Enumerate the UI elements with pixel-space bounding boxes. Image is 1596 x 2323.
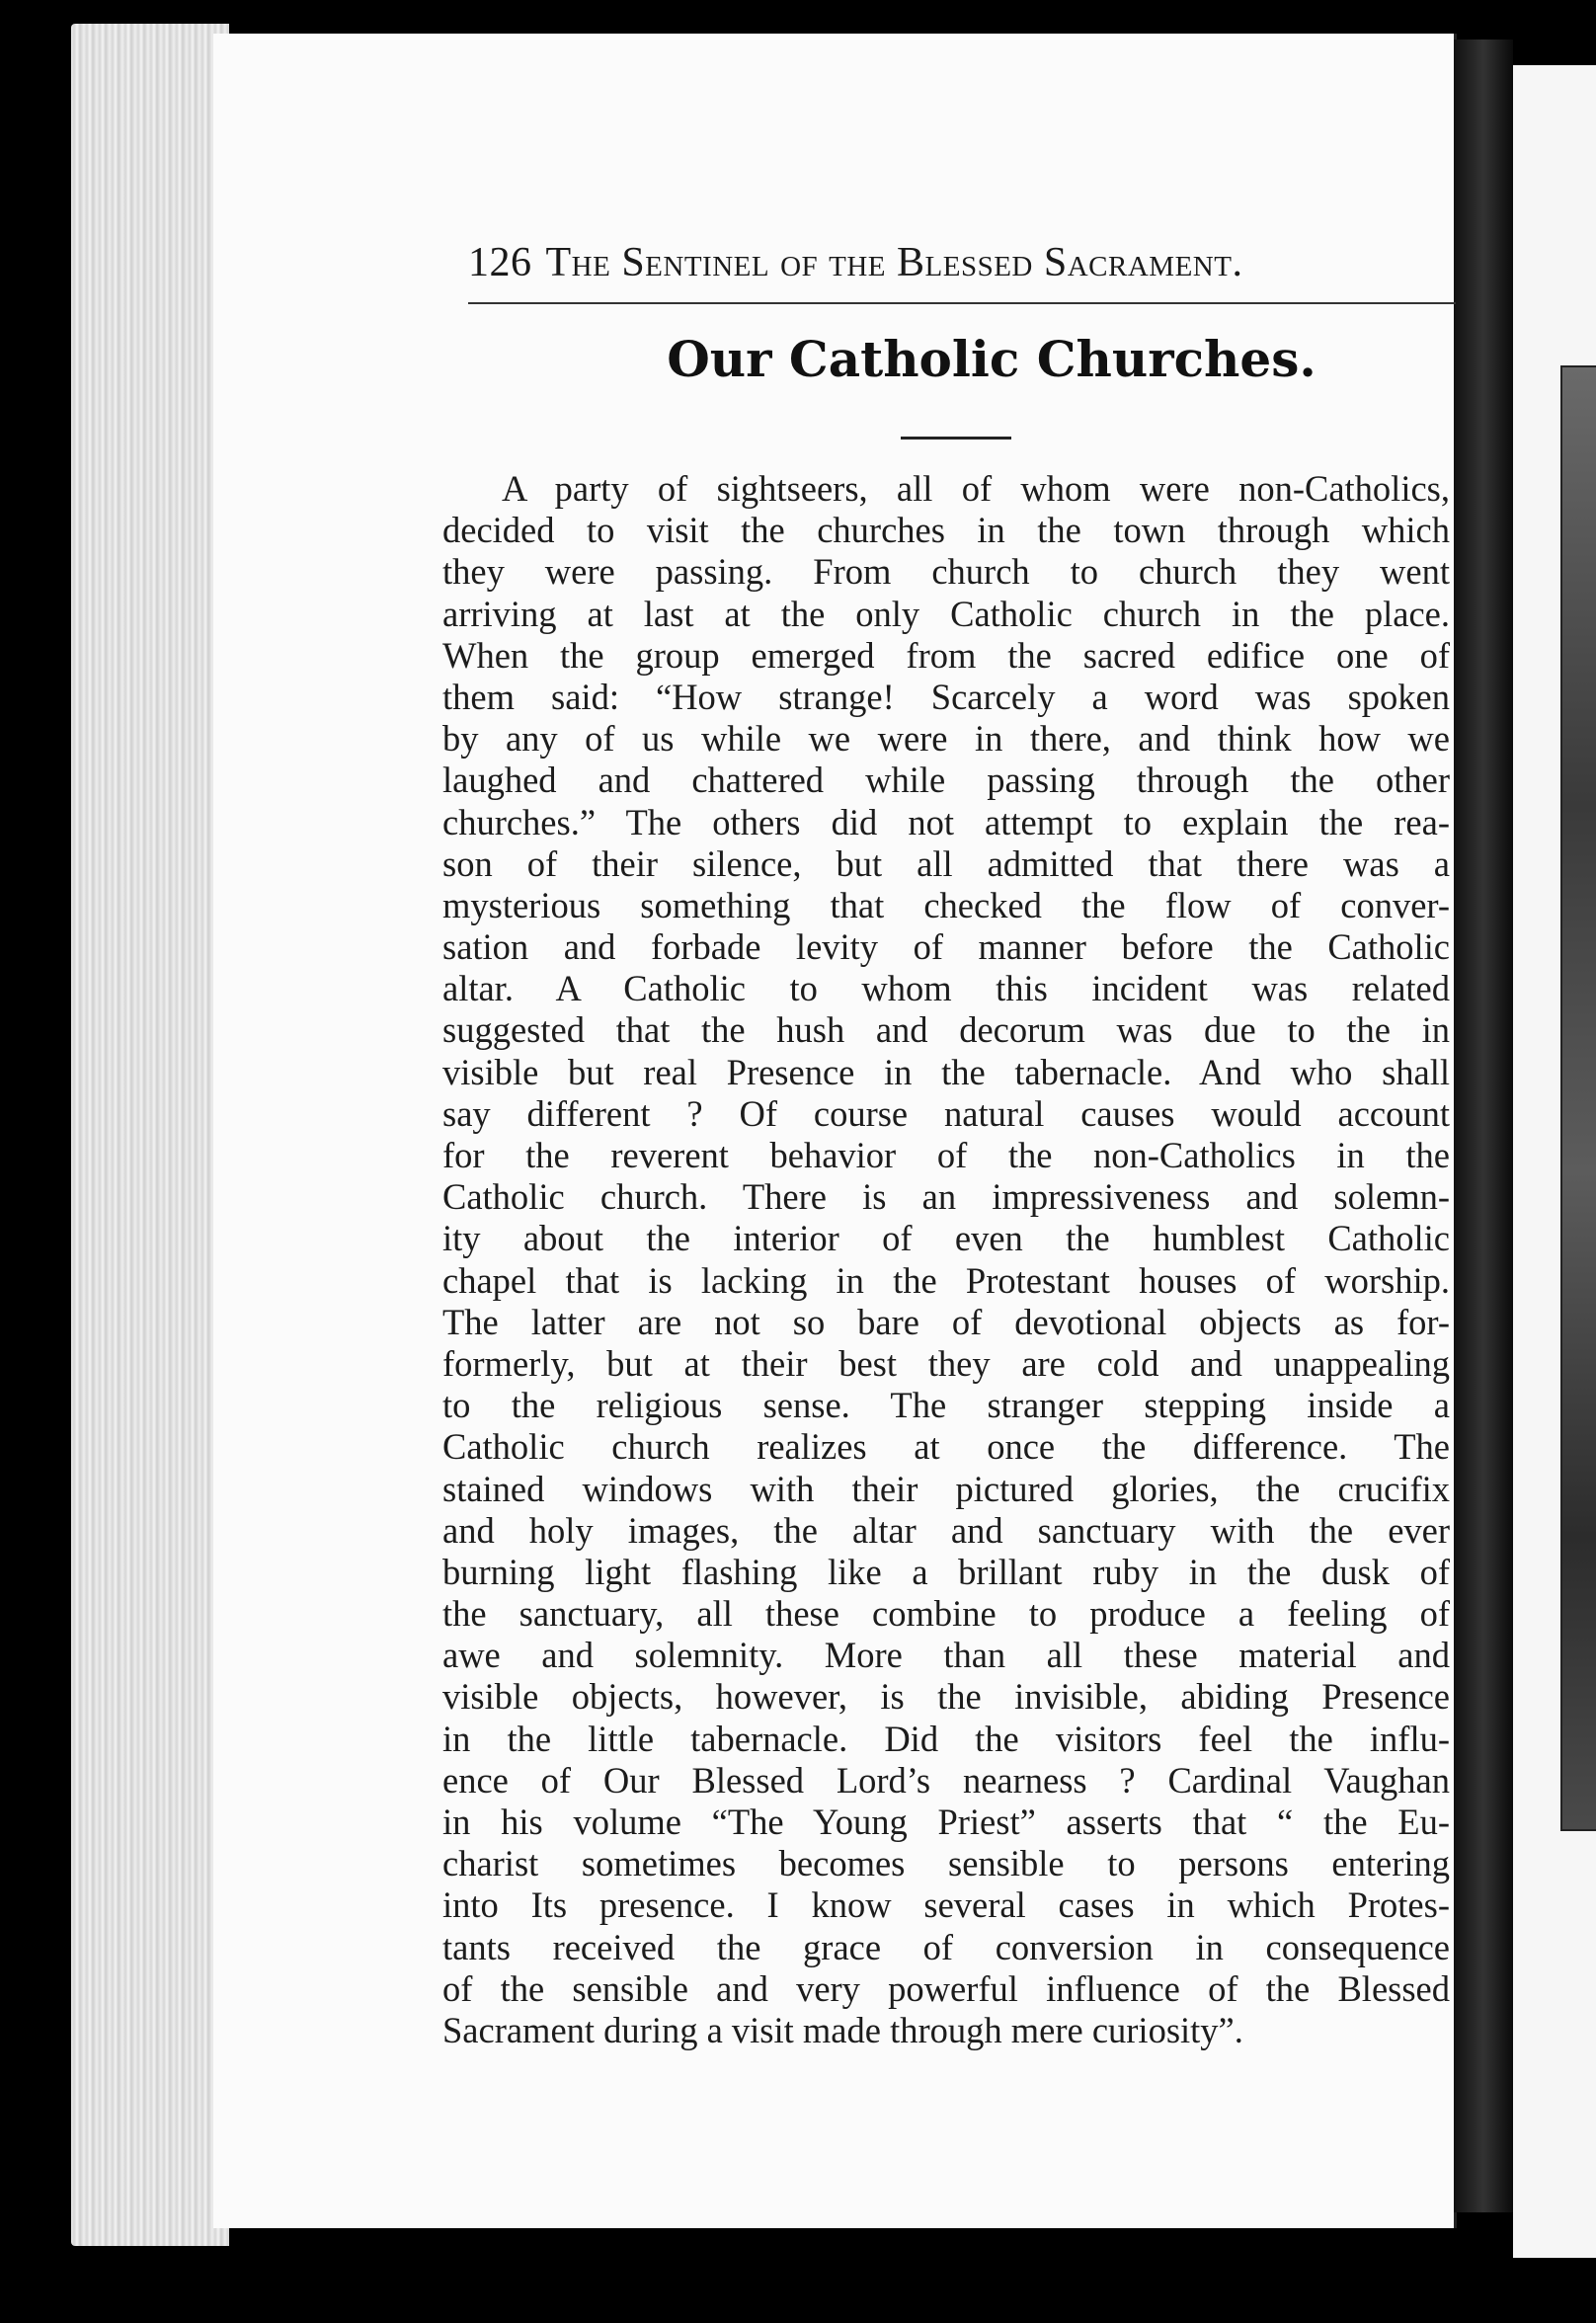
text-line: in the little tabernacle. Did the visitors feel the influ- [442,1718,1450,1759]
text-line: of the sensible and very powerful influence of the Blessed [442,1967,1450,2009]
text-line: ence of Our Blessed Lord’s nearness ? Cardinal Vaughan [442,1759,1450,1801]
text-line: visible but real Presence in the tabernacle. And who shall [442,1051,1450,1092]
text-line: Catholic church. There is an impressiveness and solemn- [442,1176,1450,1218]
text-line: for the reverent behavior of the non-Catholics in the [442,1135,1450,1175]
text-line: mysterious something that checked the flow of conver- [442,884,1450,925]
text-line: suggested that the hush and decorum was due to the in [442,1009,1450,1051]
text-line: tants received the grace of conversion in consequence [442,1926,1450,1967]
running-head [468,239,1456,304]
text-line: say different ? Of course natural causes would account [442,1092,1450,1134]
page-number: 126 [468,240,532,285]
text-line: the sanctuary, all these combine to produce a feeling of [442,1593,1450,1635]
text-line: Sacrament during a visit made through mere curiosity”. [442,2009,1243,2050]
text-line: into Its presence. I know several cases in which Protes- [442,1884,1450,1926]
text-line: formerly, but at their best they are cold and unappealing [442,1342,1450,1384]
text-line: A party of sightseers, all of whom were non-Catholics, [502,468,1450,509]
journal-title: The Sentinel of the Blessed Sacrament. [545,240,1243,285]
text-line: stained windows with their pictured glories, the crucifix [442,1468,1450,1509]
text-line: arriving at last at the only Catholic church in the place. [442,593,1450,634]
text-line: awe and solemnity. More than all these material and [442,1635,1450,1676]
facing-page-illustration [1560,365,1596,1831]
text-line: decided to visit the churches in the town through which [442,510,1450,551]
page-edges [71,24,229,2246]
text-line: visible objects, however, is the invisible, abiding Presence [442,1676,1450,1718]
text-line: sation and forbade levity of manner before the Catholic [442,926,1450,968]
text-line: in his volume “The Young Priest” asserts that “ the Eu- [442,1802,1450,1842]
text-line: charist sometimes becomes sensible to persons entering [442,1843,1450,1884]
text-line: Catholic church realizes at once the difference. The [442,1426,1450,1468]
text-line: altar. A Catholic to whom this incident was related [442,968,1450,1009]
text-line: by any of us while we were in there, and think how we [442,718,1450,760]
book-gutter [1454,40,1513,2212]
text-line: burning light flashing like a brillant ruby in the dusk of [442,1551,1450,1592]
text-line: them said: “How strange! Scarcely a word was spoken [442,676,1450,717]
article-title: Our Catholic Churches. [667,330,1317,388]
text-line: to the religious sense. The stranger stepping inside a [442,1385,1450,1426]
text-line: chapel that is lacking in the Protestant houses of worship. [442,1259,1450,1301]
title-divider [901,437,1011,440]
text-line: laughed and chattered while passing through the other [442,760,1450,801]
text-line: ity about the interior of even the humblest Catholic [442,1218,1450,1259]
text-line: and holy images, the altar and sanctuary with the ever [442,1509,1450,1551]
article-body [442,468,1450,2051]
text-line: son of their silence, but all admitted that there was a [442,842,1450,884]
text-line: The latter are not so bare of devotional objects as for- [442,1301,1450,1342]
text-line: churches.” The others did not attempt to explain the rea- [442,801,1450,842]
text-line: When the group emerged from the sacred edifice one of [442,634,1450,676]
text-line: they were passing. From church to church they went [442,551,1450,593]
